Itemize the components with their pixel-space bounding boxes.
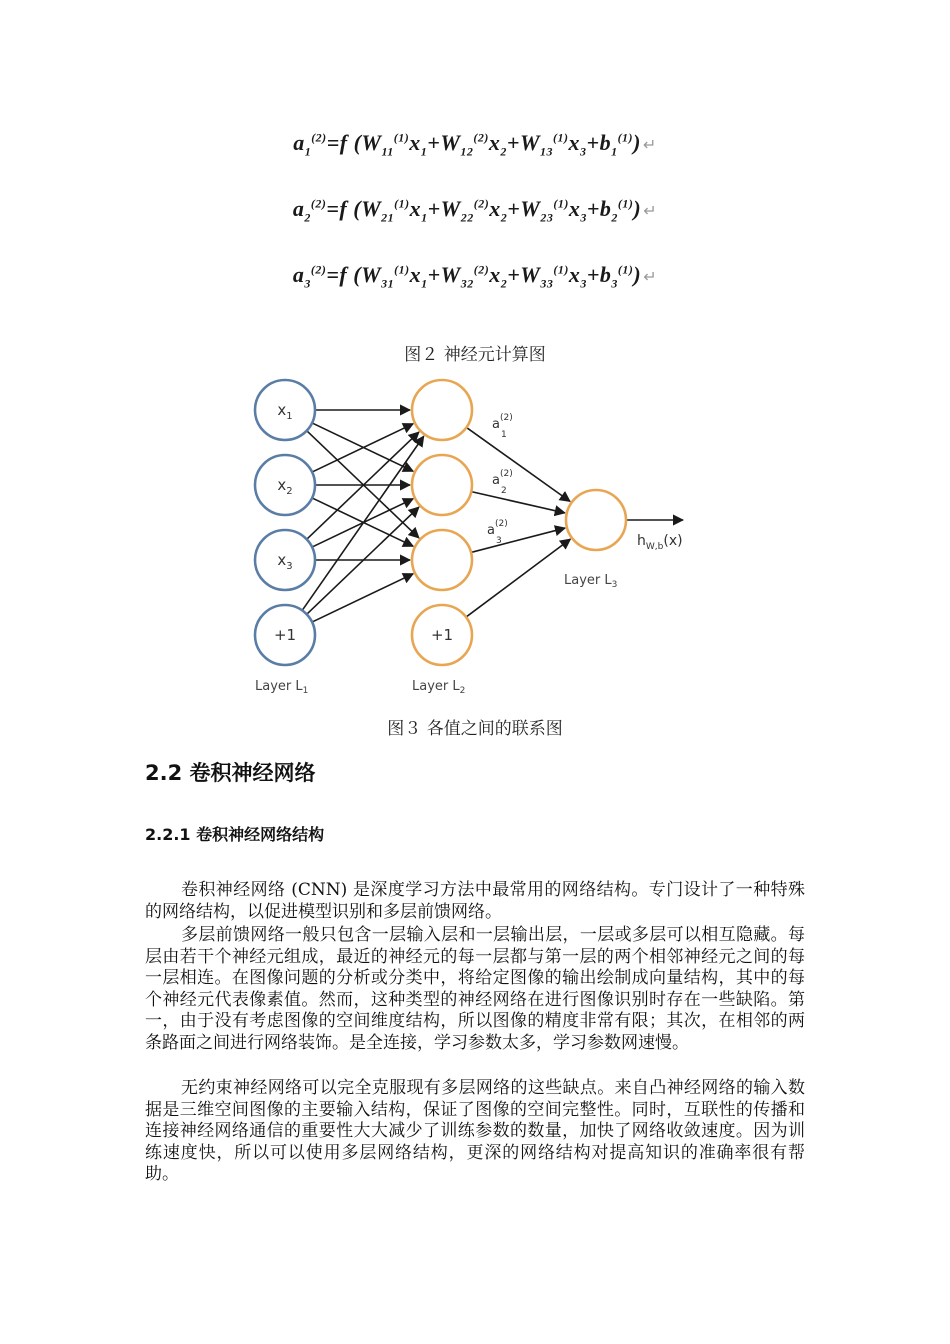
edge-l2-3-l3: [471, 528, 565, 552]
input-node-label-x1: $x_1$: [277, 401, 293, 422]
activation-sub-a3: 3: [496, 536, 502, 546]
paragraph-3: 无约束神经网络可以完全克服现有多层网络的这些缺点。来自凸神经网络的输入数据是三维空间图像的主要输入结构，保证了图像的空间完整性。同时，互联性的传播和连接神经网络通信的重要性大大减少了训练参数的数量，加快了网络收敛速度。因为训练速度快，所以可以使用多层网络结构，更深的网络结构对提高知识的准确率很有帮助。: [145, 1078, 805, 1184]
edge-l2-4-l3: [466, 539, 570, 617]
layer-label-1: Layer $L_1$: [255, 679, 309, 696]
output-node: [566, 490, 626, 550]
hidden-node-3: [412, 530, 472, 590]
edge-l2-2-l3: [471, 492, 565, 513]
activation-label-a2: $a^{(2)}$: [492, 469, 513, 488]
equation-2: $a_2^{(2)}=f$ $(W_{21}^{(1)}x_1+W_{22}^{(2)}x_2+W_{23}^{(1)}x_3+b_2^{(1)})$ ↵: [292, 196, 658, 225]
paragraph-mark: ↵: [643, 269, 658, 286]
paragraph-mark: ↵: [642, 137, 657, 154]
hidden-node-1: [412, 380, 472, 440]
equation-1: $a_1^{(2)}=f$ $(W_{11}^{(1)}x_1+W_{12}^{(2)}x_2+W_{13}^{(1)}x_3+b_1^{(1)})$ ↵: [293, 130, 657, 159]
edge-l1-4-l2-3: [312, 574, 413, 622]
edge-l2-1-l3: [466, 427, 570, 501]
activation-label-a1: $a^{(2)}$: [492, 413, 513, 432]
layer-label-2: Layer $L_2$: [412, 679, 466, 696]
input-bias-label: +1: [273, 626, 297, 644]
hidden-node-2: [412, 455, 472, 515]
section-heading: 2.2 卷积神经网络: [145, 761, 316, 785]
paragraph-mark: ↵: [643, 203, 658, 220]
figure-2-caption: 图２ 神经元计算图: [404, 345, 546, 365]
subsection-heading: 2.2.1 卷积神经网络结构: [145, 825, 325, 844]
input-node-label-x3: $x_3$: [277, 551, 293, 572]
figure-3-caption: 图３ 各值之间的联系图: [387, 719, 563, 739]
activation-sub-a2: 2: [501, 486, 507, 496]
network-nodes: [255, 380, 626, 665]
activation-label-a3: $a^{(2)}$: [487, 519, 508, 538]
paragraph-2: 多层前馈网络一般只包含一层输入层和一层输出层，一层或多层可以相互隐藏。每层由若干个神经元组成，最近的神经元的每一层都与第一层的两个相邻神经元之间的每一层相连。在图像问题的分析或分类中，将给定图像的输出绘制成向量结构，其中的每个神经元代表像素值。然而，这种类型的神经网络在进行图像识别时存在一些缺陷。第一，由于没有考虑图像的空间维度结构，所以图像的精度非常有限；其次，在相邻的两条路面之间进行网络装饰。是全连接，学习参数太多，学习参数网速慢。: [145, 925, 805, 1053]
activation-sub-a1: 1: [501, 430, 507, 440]
hidden-bias-label: +1: [430, 626, 454, 644]
paragraph-1: 卷积神经网络 (CNN) 是深度学习方法中最常用的网络结构。专门设计了一种特殊的网络结构，以促进模型识别和多层前馈网络。: [145, 880, 805, 922]
layer-label-3: Layer $L_3$: [564, 573, 618, 590]
edge-l1-4-l2-1: [302, 436, 424, 610]
output-label: $h_{W,b}(x)$: [637, 533, 683, 552]
input-node-label-x2: $x_2$: [277, 476, 293, 497]
equation-3: $a_3^{(2)}=f$ $(W_{31}^{(1)}x_1+W_{32}^{(2)}x_2+W_{33}^{(1)}x_3+b_3^{(1)})$ ↵: [292, 262, 658, 291]
neural-network-diagram: [0, 360, 950, 705]
